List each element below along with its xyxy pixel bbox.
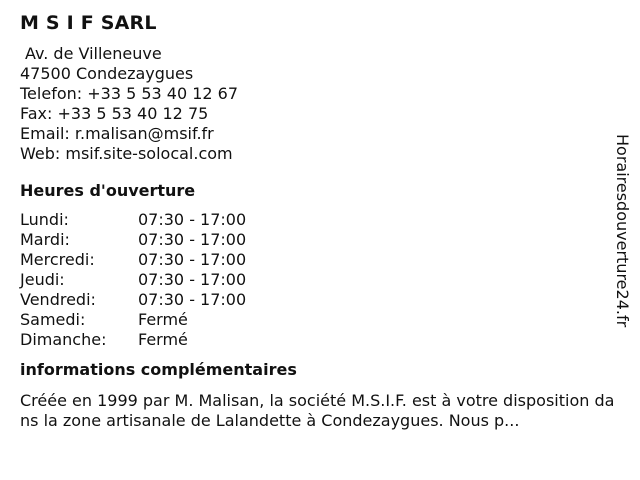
day-hours: Fermé [138,330,188,349]
day-label: Samedi: [20,310,86,329]
day-label: Jeudi: [20,270,65,289]
day-label: Vendredi: [20,290,96,309]
hours-row-thursday [20,270,620,290]
day-hours: 07:30 - 17:00 [138,290,247,309]
fax-number: Fax: +33 5 53 40 12 75 [20,104,209,123]
business-card [20,10,620,431]
email-address: Email: r.malisan@msif.fr [20,124,214,143]
day-label: Mardi: [20,230,70,249]
day-hours: Fermé [138,310,188,329]
day-label: Lundi: [20,210,69,229]
contact-block [20,44,620,164]
phone-number: Telefon: +33 5 53 40 12 67 [20,84,239,103]
day-label: Dimanche: [20,330,107,349]
site-watermark: Horairesdouverture24.fr [613,134,632,328]
street-address: Av. de Villeneuve [25,44,162,63]
business-name: M S I F SARL [20,12,157,34]
hours-table [20,210,620,350]
day-hours: 07:30 - 17:00 [138,250,247,269]
city-address: 47500 Condezaygues [20,64,194,83]
website: Web: msif.site-solocal.com [20,144,233,163]
hours-row-saturday [20,310,620,330]
business-description: Créée en 1999 par M. Malisan, la société M.S.I.F. est à votre disposition dans la zone artisanale de Lalandette à Condezaygues. Nous p... [20,391,615,430]
hours-row-sunday [20,330,620,350]
hours-row-tuesday [20,230,620,250]
hours-row-friday [20,290,620,310]
day-hours: 07:30 - 17:00 [138,270,247,289]
day-hours: 07:30 - 17:00 [138,210,247,229]
day-hours: 07:30 - 17:00 [138,230,247,249]
hours-row-wednesday [20,250,620,270]
hours-row-monday [20,210,620,230]
info-heading: informations complémentaires [20,360,297,379]
hours-heading: Heures d'ouverture [20,181,196,200]
day-label: Mercredi: [20,250,95,269]
